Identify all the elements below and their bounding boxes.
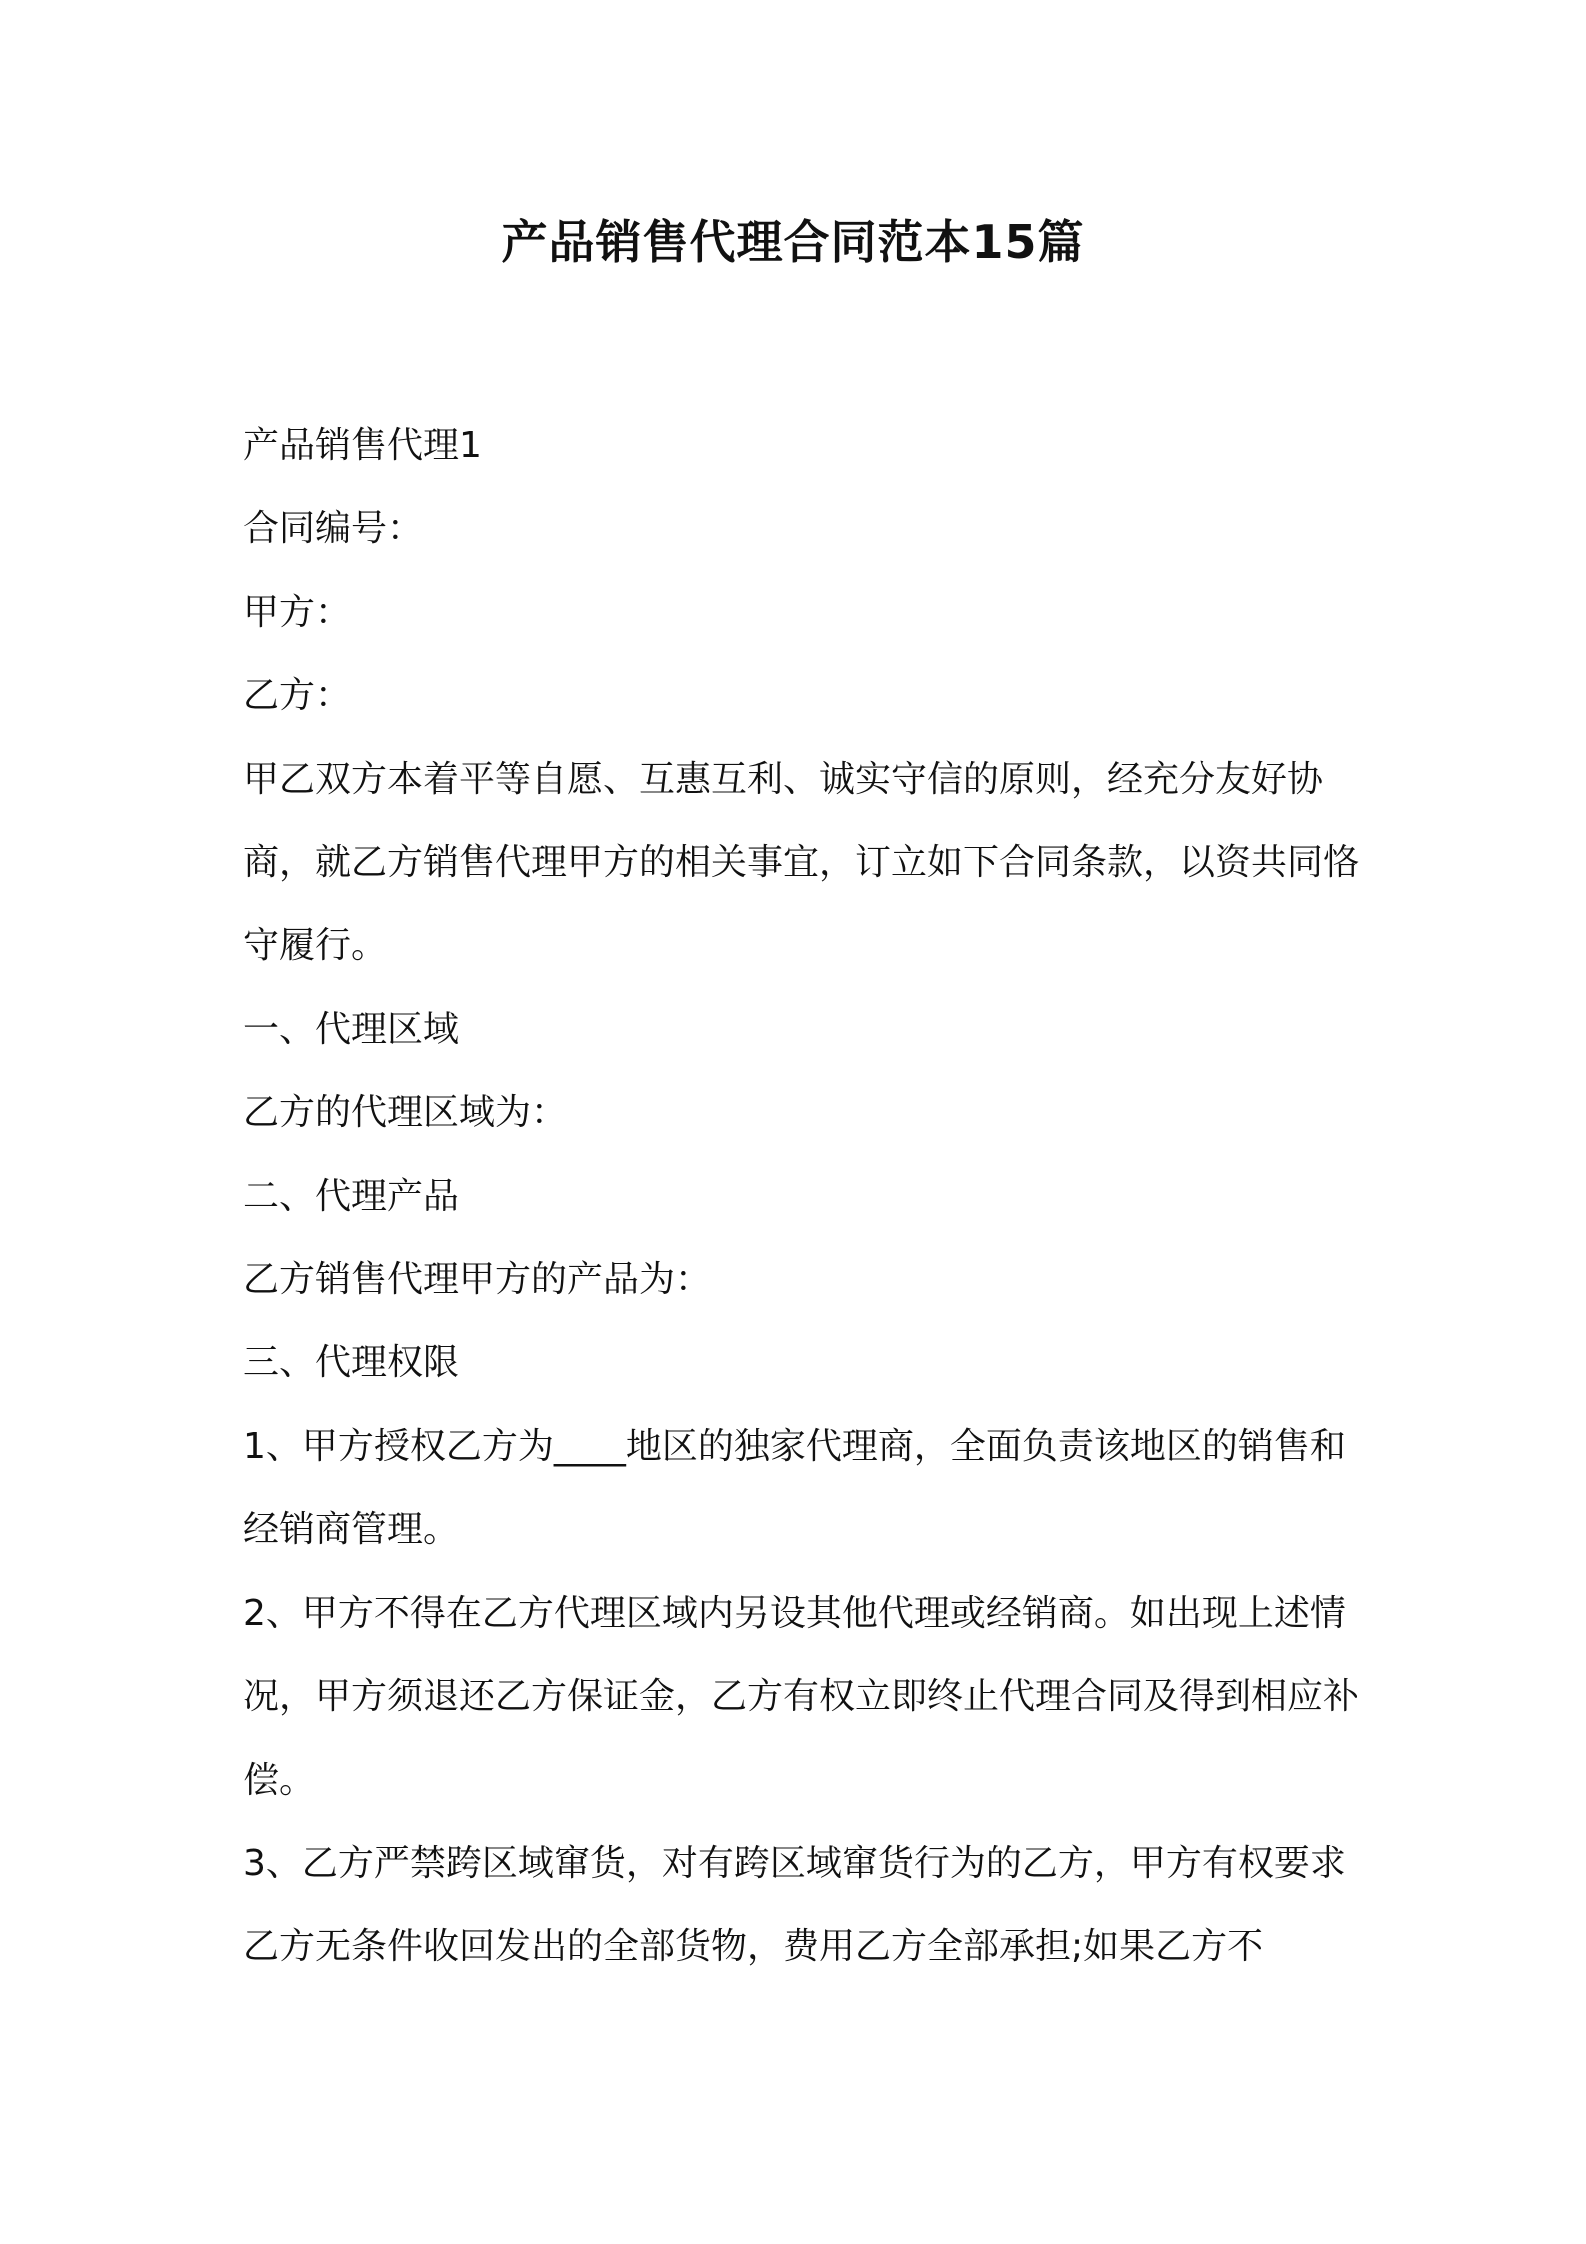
party-a-field: 甲方： — [243, 591, 352, 633]
clause-heading-agency-products: 二、代理产品 — [243, 1175, 460, 1217]
clause-heading-agency-region: 一、代理区域 — [243, 1008, 460, 1050]
party-b-field: 乙方： — [243, 675, 352, 717]
authority-item-3: 3、乙方严禁跨区域窜货，对有跨区域窜货行为的乙方，甲方有权要求乙方无条件收回发出的全部货物，费用乙方全部承担;如果乙方不 — [243, 1842, 1346, 1968]
contract-number-field: 合同编号： — [243, 508, 424, 550]
agency-products-text: 乙方销售代理甲方的产品为： — [243, 1259, 712, 1301]
section-heading: 产品销售代理1 — [243, 425, 482, 466]
clause-heading-agency-authority: 三、代理权限 — [243, 1342, 460, 1384]
authority-item-1: 1、甲方授权乙方为____地区的独家代理商，全面负责该地区的销售和经销商管理。 — [243, 1425, 1346, 1551]
document-body — [243, 404, 1363, 1989]
agency-region-text: 乙方的代理区域为： — [243, 1092, 568, 1134]
document-title: 产品销售代理合同范本15篇 — [501, 215, 1085, 269]
preamble-paragraph: 甲乙双方本着平等自愿、互惠互利、诚实守信的原则，经充分友好协商，就乙方销售代理甲方的相关事宜，订立如下合同条款，以资共同恪守履行。 — [243, 758, 1360, 967]
authority-item-2: 2、甲方不得在乙方代理区域内另设其他代理或经销商。如出现上述情况，甲方须退还乙方保证金，乙方有权立即终止代理合同及得到相应补偿。 — [243, 1592, 1360, 1801]
